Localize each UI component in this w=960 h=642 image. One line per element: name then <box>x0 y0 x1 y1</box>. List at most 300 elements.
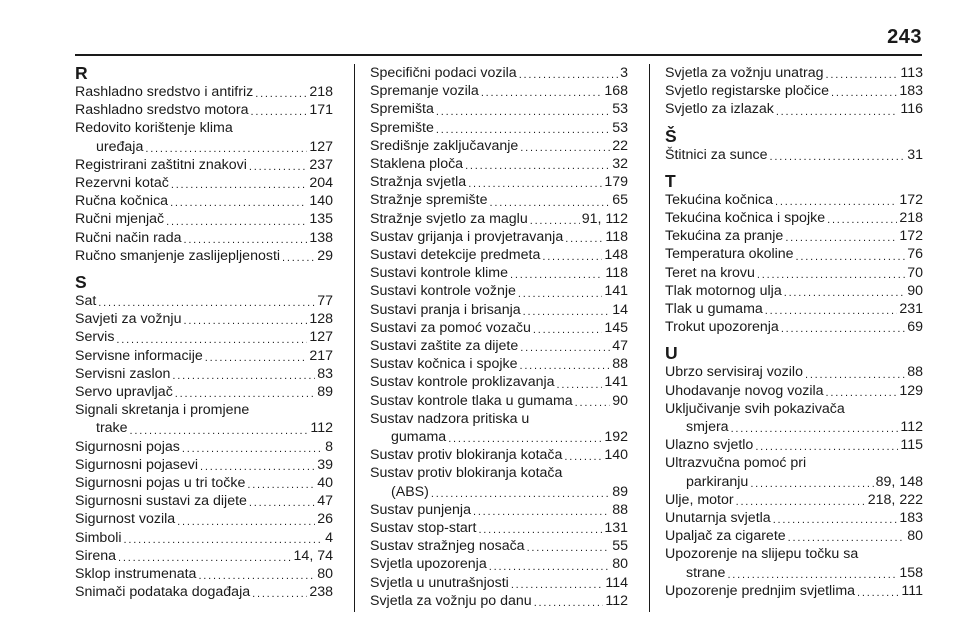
index-entry <box>370 446 628 464</box>
index-entry <box>665 264 923 282</box>
index-entry <box>75 229 333 247</box>
index-entry-title: Unutarnja svjetla <box>665 510 771 527</box>
index-entry <box>75 119 333 155</box>
index-entry <box>75 547 333 565</box>
index-entry-title: Stražnje spremište <box>370 192 488 209</box>
index-page-ref[interactable]: 112 <box>310 420 333 437</box>
index-letter-heading: R <box>75 63 88 83</box>
index-page-ref[interactable]: 116 <box>900 101 923 118</box>
index-page-ref[interactable]: 88 <box>612 356 628 373</box>
index-column-2 <box>370 64 628 610</box>
index-entry <box>665 545 923 581</box>
index-page-ref[interactable]: 111 <box>901 582 923 599</box>
index-entry <box>370 210 628 228</box>
index-page-ref[interactable]: 218, 222 <box>867 491 923 508</box>
index-entry-title: Ručni način rada <box>75 229 182 246</box>
index-entry-title: Sklop instrumenata <box>75 566 197 583</box>
index-entry-title: Sustavi kontrole klime <box>370 265 508 282</box>
index-entry-title: Ubrzo servisiraj vozilo <box>665 364 803 381</box>
dot-leader <box>736 495 866 509</box>
index-entry <box>370 501 628 519</box>
index-page-ref[interactable]: 89, 148 <box>875 473 923 490</box>
index-page-ref[interactable]: 138 <box>309 229 333 246</box>
index-entry-title: Štitnici za sunce <box>665 146 768 163</box>
index-entry <box>75 192 333 210</box>
index-page-ref[interactable]: 129 <box>899 382 923 399</box>
index-page-ref[interactable]: 148 <box>604 247 628 264</box>
index-entry-title: Sustav kontrole tlaka u gumama <box>370 392 573 409</box>
dot-leader <box>826 68 899 82</box>
index-entry-title: Sustavi kontrole vožnje <box>370 283 516 300</box>
index-entry-title: Sigurnosni pojas <box>75 438 180 455</box>
index-page-ref[interactable]: 65 <box>612 192 628 209</box>
index-entry <box>75 83 333 101</box>
dot-leader <box>118 551 292 565</box>
index-page-ref[interactable]: 47 <box>612 338 628 355</box>
index-entry <box>370 82 628 100</box>
index-page-ref[interactable]: 237 <box>309 156 333 173</box>
index-entry-title: Sustavi pranja i brisanja <box>370 301 521 318</box>
index-page-ref[interactable]: 80 <box>907 528 923 545</box>
index-entry <box>370 319 628 337</box>
index-page-ref[interactable]: 118 <box>605 265 628 282</box>
dot-leader <box>436 123 610 137</box>
dot-leader <box>520 141 610 155</box>
index-page-ref[interactable]: 88 <box>907 364 923 381</box>
dot-leader <box>183 233 307 247</box>
dot-leader <box>533 323 602 337</box>
index-entry-title: Tlak u gumama <box>665 301 763 318</box>
dot-leader <box>564 450 602 464</box>
index-entry-title: Svjetla za vožnju unatrag <box>665 65 824 81</box>
index-entry <box>370 574 628 592</box>
index-entry-continuation: uređaja <box>96 138 144 155</box>
dot-leader <box>172 369 315 383</box>
index-entry <box>665 582 923 600</box>
index-page-ref[interactable]: 112 <box>900 419 923 436</box>
index-entry-title: Sat <box>75 293 97 310</box>
index-page-ref[interactable]: 39 <box>317 456 333 473</box>
index-page-ref[interactable]: 145 <box>604 319 628 336</box>
index-page-ref[interactable]: 114 <box>605 574 628 591</box>
index-page-ref[interactable]: 89 <box>612 483 628 500</box>
index-entry <box>665 363 923 381</box>
dot-leader <box>249 496 315 510</box>
dot-leader <box>198 569 315 583</box>
dot-leader <box>145 142 307 156</box>
index-entry-title: Tekućina za pranje <box>665 228 784 245</box>
index-page-ref[interactable]: 218 <box>309 84 333 100</box>
index-entry <box>370 155 628 173</box>
index-entry-title: Tekućina kočnica i spojke <box>665 210 826 227</box>
dot-leader <box>523 305 611 319</box>
index-entry-title: Sustav stražnjeg nosača <box>370 538 525 555</box>
index-page-ref[interactable]: 77 <box>317 293 333 310</box>
index-entry <box>370 173 628 191</box>
index-entry <box>75 401 333 437</box>
index-entry-title: Temperatura okoline <box>665 246 794 263</box>
index-entry <box>370 119 628 137</box>
index-entry-title: Uključivanje svih pokazivača <box>665 400 845 417</box>
dot-leader <box>757 268 905 282</box>
dot-leader <box>431 487 610 501</box>
index-page-ref[interactable]: 183 <box>899 83 923 100</box>
index-column-1 <box>75 64 333 601</box>
dot-leader <box>249 160 307 174</box>
dot-leader <box>489 196 610 210</box>
dot-leader <box>565 232 603 246</box>
dot-leader <box>465 159 610 173</box>
index-entry-title: Sirena <box>75 547 117 564</box>
index-page-ref[interactable]: 192 <box>604 429 628 446</box>
index-page-ref[interactable]: 4 <box>325 529 333 546</box>
index-entry-title: Uhodavanje novog vozila <box>665 382 824 399</box>
index-entry-title: Sustavi zaštite za dijete <box>370 338 519 355</box>
index-page-ref[interactable]: 231 <box>899 301 923 318</box>
dot-leader <box>731 422 899 436</box>
index-entry-title: Sustav kočnica i spojke <box>370 356 518 373</box>
index-page-ref[interactable]: 172 <box>899 228 923 245</box>
index-entry <box>75 347 333 365</box>
dot-leader <box>788 531 906 545</box>
index-entry <box>75 456 333 474</box>
index-page-ref[interactable]: 158 <box>899 564 923 581</box>
index-page-ref[interactable]: 53 <box>612 119 628 136</box>
index-entry-title: Staklena ploča <box>370 156 464 173</box>
dot-leader <box>436 105 610 119</box>
index-page-ref[interactable]: 171 <box>309 102 333 119</box>
index-entry <box>665 400 923 436</box>
index-page-ref[interactable]: 91, 112 <box>581 210 628 227</box>
dot-leader <box>116 333 307 347</box>
column-divider <box>649 64 650 612</box>
index-entry-title: Upozorenje na slijepu točku sa <box>665 546 859 563</box>
dot-leader <box>468 177 602 191</box>
index-entry-title: Središnje zaključavanje <box>370 137 519 154</box>
index-entry <box>665 245 923 263</box>
index-page-ref[interactable]: 76 <box>907 246 923 263</box>
dot-leader <box>252 587 307 601</box>
dot-leader <box>775 195 897 209</box>
index-entry-continuation: (ABS) <box>391 483 429 500</box>
index-entry-continuation: gumama <box>391 429 447 446</box>
index-page-ref[interactable]: 179 <box>604 174 628 191</box>
index-entry-title: Sustav kontrole proklizavanja <box>370 374 555 391</box>
dot-leader <box>124 533 324 547</box>
index-entry <box>665 491 923 509</box>
index-letter-heading: U <box>665 343 678 364</box>
index-entry-title: Stražnja svjetla <box>370 174 467 191</box>
index-entry-title: Sustav nadzora pritiska u <box>370 410 530 427</box>
index-page-ref[interactable]: 238 <box>309 584 333 601</box>
index-page-ref[interactable]: 113 <box>900 65 923 81</box>
index-page-ref[interactable]: 40 <box>317 475 333 492</box>
index-page-ref[interactable]: 128 <box>309 311 333 328</box>
index-page-ref[interactable]: 89 <box>317 384 333 401</box>
index-entry-continuation: parkiranju <box>686 473 749 490</box>
index-entry-title: Signali skretanja i promjene <box>75 402 250 419</box>
index-entry <box>75 101 333 119</box>
dot-leader <box>255 87 307 101</box>
index-page-ref[interactable]: 88 <box>612 501 628 518</box>
index-entry-title: Rashladno sredstvo motora <box>75 102 249 119</box>
dot-leader <box>770 150 906 164</box>
index-page-ref[interactable]: 135 <box>309 211 333 228</box>
dot-leader <box>557 378 603 392</box>
index-entry-title: Sigurnosni pojas u tri točke <box>75 475 246 492</box>
index-entry-title: Rashladno sredstvo i antifriz <box>75 84 254 100</box>
index-entry-title: Sustav stop-start <box>370 520 477 537</box>
index-entry-title: Sustavi za pomoć vozaču <box>370 319 531 336</box>
dot-leader <box>183 314 307 328</box>
dot-leader <box>247 478 315 492</box>
index-entry-title: Tekućina kočnica <box>665 191 774 208</box>
index-entry <box>75 474 333 492</box>
index-entry-title: Specifični podaci vozila <box>370 65 517 81</box>
index-entry-title: Svjetla upozorenja <box>370 556 487 573</box>
index-page-ref[interactable]: 127 <box>309 329 333 346</box>
dot-leader <box>481 86 603 100</box>
dot-leader <box>520 341 610 355</box>
index-entry <box>370 410 628 446</box>
index-entry <box>370 555 628 573</box>
index-entry <box>75 210 333 228</box>
index-entry <box>75 510 333 528</box>
index-page-ref[interactable]: 80 <box>612 556 628 573</box>
index-entry-title: Servis <box>75 329 115 346</box>
dot-leader <box>489 560 610 574</box>
index-page-ref[interactable]: 26 <box>317 511 333 528</box>
index-page-ref[interactable]: 118 <box>605 228 628 245</box>
index-entry-title: Sustav grijanja i provjetravanja <box>370 228 564 245</box>
dot-leader <box>171 178 307 192</box>
dot-leader <box>282 251 315 265</box>
index-entry-title: Svjetla u unutrašnjosti <box>370 574 509 591</box>
index-page-ref[interactable]: 141 <box>604 374 628 391</box>
index-page-ref[interactable]: 55 <box>612 538 628 555</box>
dot-leader <box>773 513 898 527</box>
index-page-ref[interactable]: 47 <box>317 493 333 510</box>
index-page-ref[interactable]: 90 <box>907 282 923 299</box>
dot-leader <box>205 351 308 365</box>
index-page-ref[interactable]: 140 <box>309 193 333 210</box>
index-entry-title: Simboli <box>75 529 122 546</box>
index-entry-title: Upaljač za cigarete <box>665 528 786 545</box>
index-entry <box>370 301 628 319</box>
dot-leader <box>831 86 897 100</box>
index-entry-title: Sigurnosni pojasevi <box>75 456 199 473</box>
index-page-ref[interactable]: 53 <box>612 101 628 118</box>
page-number: 243 <box>887 26 922 48</box>
index-page-ref[interactable]: 69 <box>907 319 923 336</box>
index-page-ref[interactable]: 22 <box>612 137 628 154</box>
dot-leader <box>98 296 315 310</box>
dot-leader <box>781 322 905 336</box>
index-entry-title: Ulazno svjetlo <box>665 437 754 454</box>
index-entry <box>75 247 333 265</box>
index-entry <box>665 64 923 82</box>
index-entry <box>370 100 628 118</box>
dot-leader <box>177 515 315 529</box>
dot-leader <box>519 359 610 373</box>
index-entry-title: Svjetla za vožnju po danu <box>370 592 532 609</box>
index-entry <box>370 246 628 264</box>
index-entry-continuation: trake <box>96 420 128 437</box>
index-entry <box>75 310 333 328</box>
index-entry <box>75 292 333 310</box>
index-entry <box>665 527 923 545</box>
dot-leader <box>519 68 618 82</box>
index-page-ref[interactable]: 14, 74 <box>293 547 333 564</box>
index-letter-heading: T <box>665 170 676 191</box>
index-entry <box>665 436 923 454</box>
index-entry-title: Sustav protiv blokiranja kotača <box>370 447 563 464</box>
index-entry-title: Svjetlo za izlazak <box>665 101 774 118</box>
dot-leader <box>511 578 604 592</box>
index-entry <box>370 519 628 537</box>
index-page-ref[interactable]: 80 <box>317 566 333 583</box>
index-entry-continuation: smjera <box>686 419 729 436</box>
index-entry-title: Teret na krovu <box>665 264 755 281</box>
index-entry-title: Savjeti za vožnju <box>75 311 182 328</box>
index-entry <box>665 146 923 164</box>
index-page-ref[interactable]: 131 <box>604 520 628 537</box>
index-entry-title: Sustavi detekcije predmeta <box>370 247 541 264</box>
dot-leader <box>755 440 898 454</box>
index-entry-title: Spremište <box>370 119 434 136</box>
dot-leader <box>527 541 611 555</box>
index-page-ref[interactable]: 83 <box>317 365 333 382</box>
index-entry <box>75 583 333 601</box>
index-page-ref[interactable]: 218 <box>899 210 923 227</box>
index-page-ref[interactable]: 168 <box>604 83 628 100</box>
dot-leader <box>776 105 899 119</box>
dot-leader <box>200 460 315 474</box>
index-entry <box>665 282 923 300</box>
dot-leader <box>805 368 905 382</box>
index-entry-continuation: strane <box>686 564 726 581</box>
index-page-ref[interactable]: 204 <box>309 175 333 192</box>
column-divider <box>354 64 355 612</box>
dot-leader <box>473 505 610 519</box>
dot-leader <box>175 387 315 401</box>
index-entry <box>75 365 333 383</box>
index-entry <box>665 82 923 100</box>
index-entry <box>75 156 333 174</box>
index-entry <box>665 227 923 245</box>
index-entry <box>370 464 628 500</box>
index-entry <box>665 191 923 209</box>
index-entry-title: Spremanje vozila <box>370 83 479 100</box>
index-entry <box>665 100 923 118</box>
index-entry-title: Stražnje svjetlo za maglu <box>370 210 528 227</box>
dot-leader <box>750 477 873 491</box>
index-page-ref[interactable]: 3 <box>620 65 628 81</box>
index-page-ref[interactable]: 183 <box>899 510 923 527</box>
index-entry-title: Servo upravljač <box>75 384 173 401</box>
index-page-ref[interactable]: 112 <box>605 592 628 609</box>
index-page-ref[interactable]: 127 <box>309 138 333 155</box>
index-page-ref[interactable]: 115 <box>900 437 923 454</box>
index-entry-title: Snimači podataka događaja <box>75 584 251 601</box>
index-letter-heading: S <box>75 272 87 293</box>
index-entry <box>370 537 628 555</box>
dot-leader <box>166 215 307 229</box>
index-entry-title: Sustav protiv blokiranja kotača <box>370 465 563 482</box>
index-page-ref[interactable]: 29 <box>317 247 333 264</box>
index-entry-title: Ručno smanjenje zaslijepljenosti <box>75 247 281 264</box>
dot-leader <box>784 286 906 300</box>
index-entry <box>370 373 628 391</box>
index-entry <box>370 137 628 155</box>
dot-leader <box>182 442 323 456</box>
index-entry <box>665 300 923 318</box>
dot-leader <box>251 105 308 119</box>
index-page-ref[interactable]: 14 <box>612 301 628 318</box>
index-page-ref[interactable]: 31 <box>907 146 923 163</box>
dot-leader <box>826 386 898 400</box>
index-entry <box>370 64 628 82</box>
index-page-ref[interactable]: 172 <box>899 191 923 208</box>
index-entry <box>370 337 628 355</box>
index-entry-title: Servisni zaslon <box>75 365 171 382</box>
index-entry <box>75 492 333 510</box>
index-entry <box>665 318 923 336</box>
index-entry <box>75 529 333 547</box>
index-entry <box>370 282 628 300</box>
index-entry <box>75 565 333 583</box>
index-entry <box>370 355 628 373</box>
dot-leader <box>727 568 897 582</box>
index-entry <box>665 382 923 400</box>
dot-leader <box>478 523 602 537</box>
index-entry-title: Spremišta <box>370 101 434 118</box>
index-page-ref[interactable]: 90 <box>612 392 628 409</box>
index-page-ref[interactable]: 8 <box>325 438 333 455</box>
index-entry-title: Sigurnost vozila <box>75 511 176 528</box>
index-entry <box>665 209 923 227</box>
index-page-ref[interactable]: 140 <box>604 447 628 464</box>
index-page-ref[interactable]: 217 <box>309 347 333 364</box>
index-entry-title: Ručna kočnica <box>75 193 169 210</box>
index-entry-title: Ručni mjenjač <box>75 211 165 228</box>
index-entry-title: Registrirani zaštitni znakovi <box>75 156 247 173</box>
index-entry-title: Tlak motornog ulja <box>665 282 782 299</box>
index-entry <box>665 509 923 527</box>
index-entry <box>370 592 628 610</box>
dot-leader <box>796 250 906 264</box>
index-entry <box>370 191 628 209</box>
index-page-ref[interactable]: 32 <box>612 156 628 173</box>
dot-leader <box>510 268 603 282</box>
index-entry-title: Ulje, motor <box>665 491 734 508</box>
index-entry <box>370 264 628 282</box>
index-entry <box>370 228 628 246</box>
index-letter-heading: Š <box>665 125 677 146</box>
index-entry-title: Trokut upozorenja <box>665 319 779 336</box>
index-page-ref[interactable]: 141 <box>604 283 628 300</box>
dot-leader <box>170 196 307 210</box>
index-entry-title: Sigurnosni sustavi za dijete <box>75 493 247 510</box>
index-entry-title: Servisne informacije <box>75 347 203 364</box>
dot-leader <box>130 424 309 438</box>
dot-leader <box>765 304 898 318</box>
index-page-ref[interactable]: 70 <box>907 264 923 281</box>
index-column-3 <box>665 64 923 600</box>
index-entry-title: Rezervni kotač <box>75 175 169 192</box>
dot-leader <box>827 213 897 227</box>
dot-leader <box>785 231 897 245</box>
